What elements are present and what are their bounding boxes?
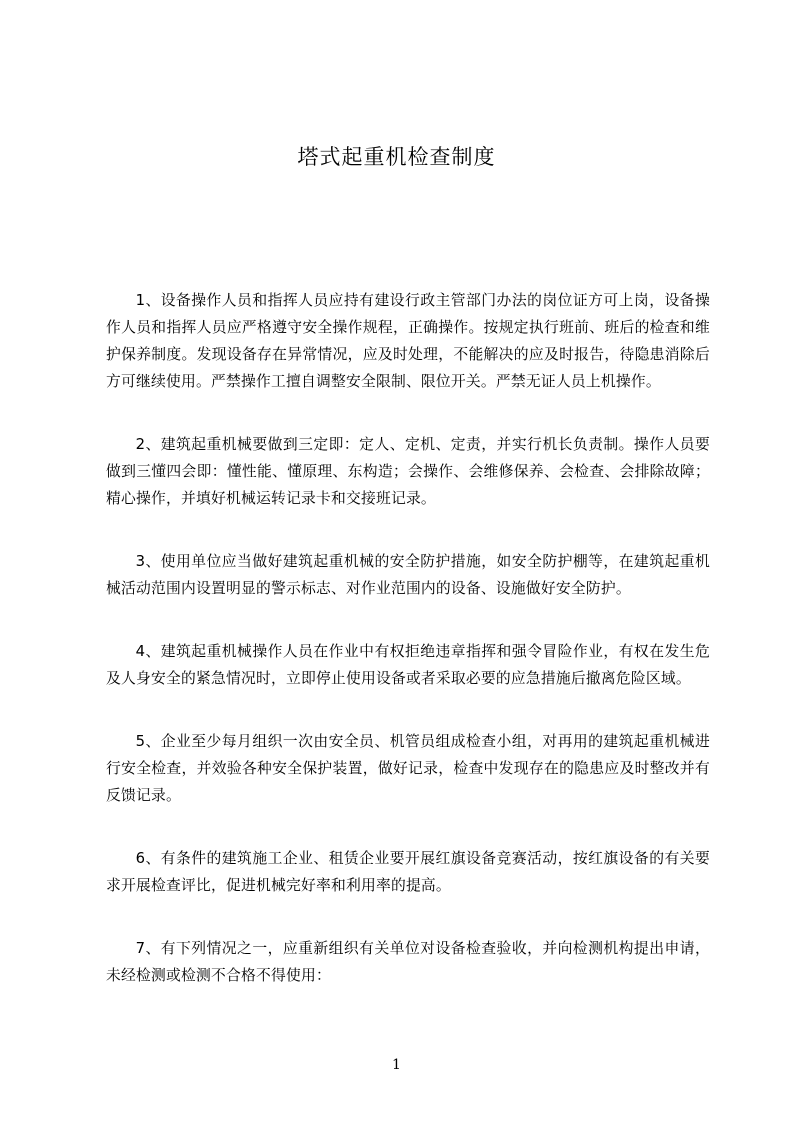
paragraph-2: 2、建筑起重机械要做到三定即：定人、定机、定责，并实行机长负责制。操作人员要做到三懂四会即：懂性能、懂原理、东构造；会操作、会维修保养、会检查、会排除故障；精心操作，并填好机械运转记录卡和交接班记录。 xyxy=(106,436,710,507)
page-number: 1 xyxy=(392,1057,401,1073)
paragraph-3: 3、使用单位应当做好建筑起重机械的安全防护措施，如安全防护棚等，在建筑起重机械活动范围内设置明显的警示标志、对作业范围内的设备、设施做好安全防护。 xyxy=(106,553,710,597)
document-title: 塔式起重机检查制度 xyxy=(297,145,496,169)
paragraph-6: 6、有条件的建筑施工企业、租赁企业要开展红旗设备竞赛活动，按红旗设备的有关要求开展检查评比，促进机械完好率和利用率的提高。 xyxy=(106,850,710,894)
paragraph-4: 4、建筑起重机械操作人员在作业中有权拒绝违章指挥和强令冒险作业，有权在发生危及人身安全的紧急情况时，立即停止使用设备或者采取必要的应急措施后撤离危险区域。 xyxy=(106,643,710,687)
document-body xyxy=(106,287,710,1025)
paragraph-1: 1、设备操作人员和指挥人员应持有建设行政主管部门办法的岗位证方可上岗，设备操作人员和指挥人员应严格遵守安全操作规程，正确操作。按规定执行班前、班后的检查和维护保养制度。发现设备存在异常情况，应及时处理，不能解决的应及时报告，待隐患消除后方可继续使用。严禁操作工擅自调整安全限制、限位开关。严禁无证人员上机操作。 xyxy=(106,292,710,390)
paragraph-5: 5、企业至少每月组织一次由安全员、机管员组成检查小组，对再用的建筑起重机械进行安全检查，并效验各种安全保护装置，做好记录，检查中发现存在的隐患应及时整改并有反馈记录。 xyxy=(106,733,710,804)
paragraph-7: 7、有下列情况之一，应重新组织有关单位对设备检查验收，并向检测机构提出申请，未经检测或检测不合格不得使用： xyxy=(106,940,710,984)
